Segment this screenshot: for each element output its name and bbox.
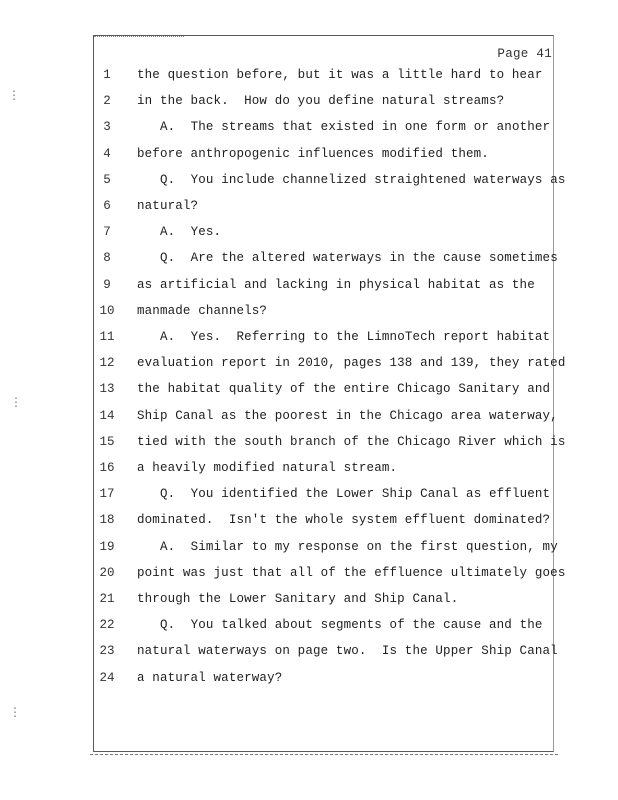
line-number: 12 [99,356,115,371]
transcript-line [0,120,560,140]
transcript-line [0,644,560,664]
top-rule [94,36,184,38]
line-text: Q. You talked about segments of the cause and the [160,618,543,633]
line-text: natural? [137,199,199,213]
line-number: 13 [99,382,115,397]
transcript-line [0,513,560,533]
transcript-line [0,592,560,612]
line-number: 22 [99,618,115,633]
transcript-line [0,540,560,560]
transcript-line [0,278,560,298]
line-number: 8 [103,251,111,266]
line-text: dominated. Isn't the whole system effluent dominated? [137,513,551,528]
line-text: A. Similar to my response on the first question, my [160,539,558,554]
transcript-line [0,94,560,114]
line-number: 2 [103,94,111,109]
transcript-line [0,147,560,167]
line-number: 14 [99,408,115,423]
line-number: 20 [99,565,115,580]
line-text: in the back. How do you define natural streams? [137,94,505,109]
line-number: 24 [99,670,115,685]
transcript-line [0,461,560,481]
line-number: 11 [99,330,115,344]
transcript-line [0,68,560,88]
line-text: Q. Are the altered waterways in the cause sometimes [160,251,558,266]
transcript-line [0,434,566,455]
left-margin-mark: ⋮ [10,396,22,410]
line-number: 21 [99,592,115,606]
left-margin-mark: ⋮ [8,89,20,103]
line-text: the habitat quality of the entire Chicago Sanitary and [137,382,551,397]
line-text: before anthropogenic influences modified them. [137,146,489,161]
line-text: manmade channels? [137,303,268,318]
line-number: 16 [99,461,115,475]
line-number: 4 [103,146,111,161]
transcript-line [0,618,560,638]
line-text: evaluation report in 2010, pages 138 and 139, they rated [137,356,566,371]
bottom-rule [90,754,558,756]
transcript-line [0,565,566,586]
line-text: point was just that all of the effluence ultimately goes [137,565,566,580]
line-number: 5 [103,172,111,187]
transcript-line [0,409,560,429]
transcript-line [0,251,560,271]
transcript-line [0,304,560,324]
line-text: natural waterways on page two. Is the Upper Ship Canal [137,644,558,659]
line-number: 15 [99,434,115,449]
line-number: 6 [103,199,111,213]
transcript-line [0,330,560,350]
line-number: 17 [99,487,115,502]
line-number: 10 [99,303,115,318]
transcript-line [0,487,560,507]
line-number: 3 [103,120,111,135]
line-text: a natural waterway? [137,670,283,685]
line-text: Ship Canal as the poorest in the Chicago area waterway, [137,408,558,423]
transcript-line [0,199,560,219]
line-number: 23 [99,644,115,659]
line-text: a heavily modified natural stream. [137,461,398,475]
line-number: 1 [103,68,111,82]
transcript-line [0,671,560,691]
left-margin-mark: ⋮ [9,706,21,720]
line-text: A. The streams that existed in one form or another [160,120,551,135]
line-text: through the Lower Sanitary and Ship Canal. [137,592,459,606]
line-text: Q. You include channelized straightened waterways as [160,172,566,187]
line-text: Q. You identified the Lower Ship Canal as effluent [160,487,551,502]
transcript-line [0,172,566,193]
line-text: A. Yes. Referring to the LimnoTech report habitat [160,330,551,344]
transcript-line [0,225,560,245]
line-text: as artificial and lacking in physical habitat as the [137,277,535,292]
line-text: tied with the south branch of the Chicago River which is [137,434,566,449]
line-number: 7 [103,225,111,240]
transcript-line [0,356,566,376]
line-text: A. Yes. [160,225,222,240]
line-number: 19 [99,539,115,554]
transcript-line [0,382,560,402]
line-number: 9 [103,277,111,292]
line-number: 18 [99,513,115,528]
page-number: Page 41 [497,47,552,61]
line-text: the question before, but it was a little hard to hear [137,68,543,82]
